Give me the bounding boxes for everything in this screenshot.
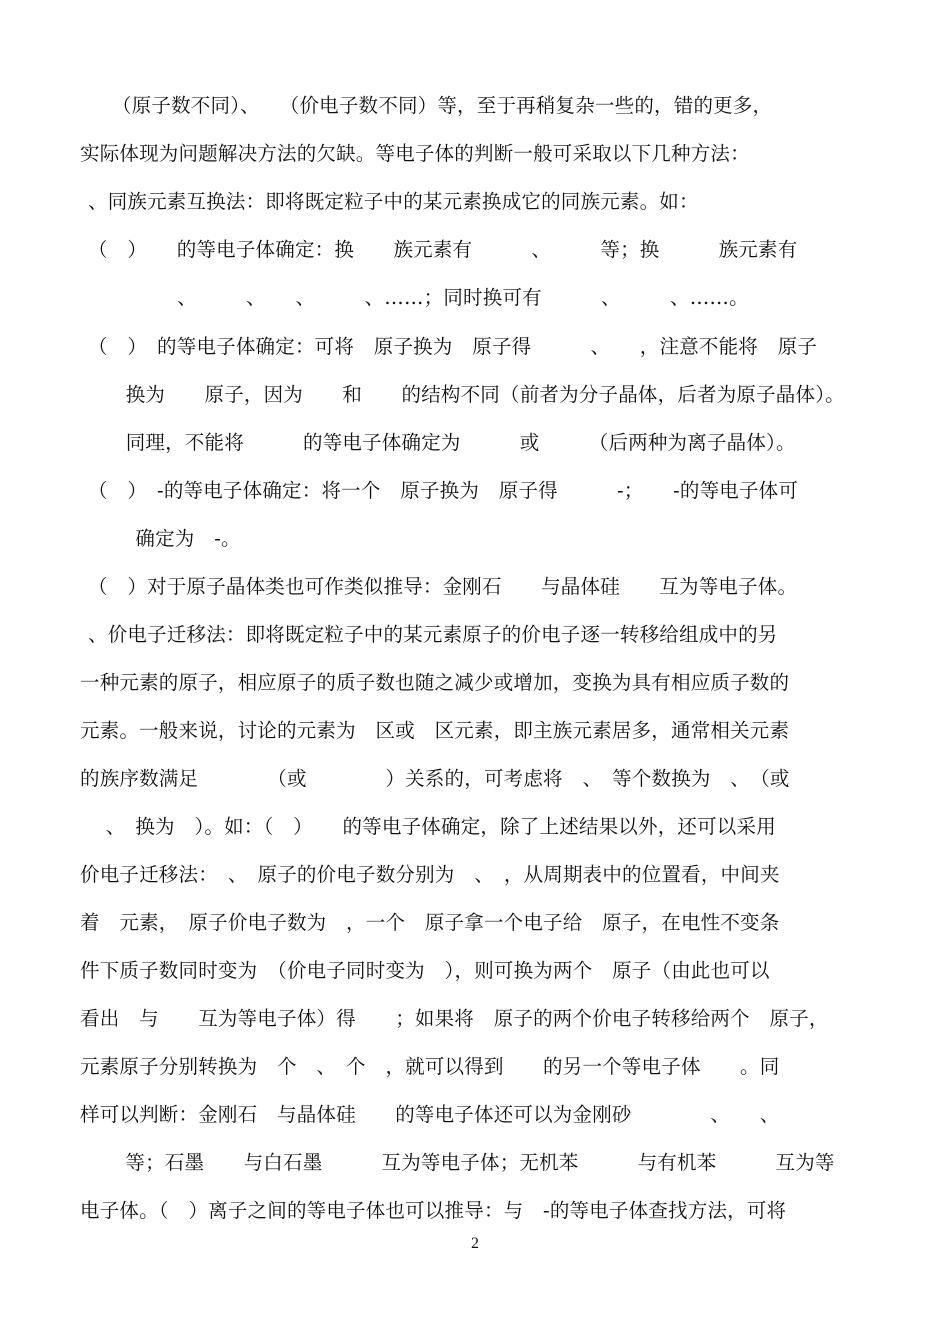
text-line-13: 一种元素的原子，相应原子的质子数也随之减少或增加，变换为具有相应质子数的 xyxy=(80,671,790,694)
text-line-2: 实际体现为问题解决方法的欠缺。等电子体的判断一般可采取以下几种方法： xyxy=(80,142,750,165)
text-line-17: 价电子迁移法： 、 原子的价电子数分别为 、 ，从周期表中的位置看，中间夹 xyxy=(80,863,780,886)
text-line-16: 、 换为 ）。如：（ ） 的等电子体确定，除了上述结果以外，还可以采用 xyxy=(86,815,776,838)
text-line-24: 电子体。（ ）离子之间的等电子体也可以推导：与 -的等电子体查找方法，可将 xyxy=(80,1199,787,1222)
text-line-6: （ ） 的等电子体确定：可将 原子换为 原子得 、 ，注意不能将 原子 xyxy=(88,335,818,358)
text-line-4: （ ） 的等电子体确定：换 族元素有 、 等；换 族元素有 xyxy=(88,238,798,261)
text-line-20: 看出 与 互为等电子体）得 ；如果将 原子的两个价电子转移给两个 原子， xyxy=(80,1007,829,1030)
text-line-8: 同理，不能将 的等电子体确定为 或 （后两种为离子晶体）。 xyxy=(106,431,796,454)
text-line-9: （ ） -的等电子体确定：将一个 原子换为 原子得 -； -的等电子体可 xyxy=(88,479,799,502)
text-line-14: 元素。一般来说，讨论的元素为 区或 区元素，即主族元素居多，通常相关元素 xyxy=(80,719,790,742)
text-line-18: 着 元素， 原子价电子数为 ，一个 原子拿一个电子给 原子，在电性不变条 xyxy=(80,911,780,934)
text-line-23: 等；石墨 与白石墨 互为等电子体；无机苯 与有机苯 互为等 xyxy=(86,1151,835,1174)
text-line-11: （ ）对于原子晶体类也可作类似推导：金刚石 与晶体硅 互为等电子体。 xyxy=(88,575,798,598)
text-line-22: 样可以判断：金刚石 与晶体硅 的等电子体还可以为金刚砂 、 、 xyxy=(80,1103,780,1126)
text-line-1: （原子数不同）、 （价电子数不同）等，至于再稍复杂一些的，错的更多， xyxy=(112,94,773,117)
page-number: 2 xyxy=(471,1235,479,1252)
text-line-3: 、同族元素互换法：即将既定粒子中的某元素换成它的同族元素。如： xyxy=(88,190,699,213)
text-line-10: 确定为 -。 xyxy=(96,527,241,550)
text-line-21: 元素原子分别转换为 个 、 个 ，就可以得到 的另一个等电子体 。同 xyxy=(80,1055,780,1078)
text-line-7: 换为 原子，因为 和 的结构不同（前者为分子晶体，后者为原子晶体）。 xyxy=(106,383,845,406)
text-line-5: 、 、 、 、……；同时换可有 、 、……。 xyxy=(118,286,749,309)
text-line-19: 件下质子数同时变为 （价电子同时变为 ），则可换为两个 原子（由此也可以 xyxy=(80,959,770,982)
text-line-15: 的族序数满足 （或 ）关系的，可考虑将 、 等个数换为 、 （或 xyxy=(80,767,790,790)
text-line-12: 、价电子迁移法：即将既定粒子中的某元素原子的价电子逐一转移给组成中的另 xyxy=(88,623,778,646)
